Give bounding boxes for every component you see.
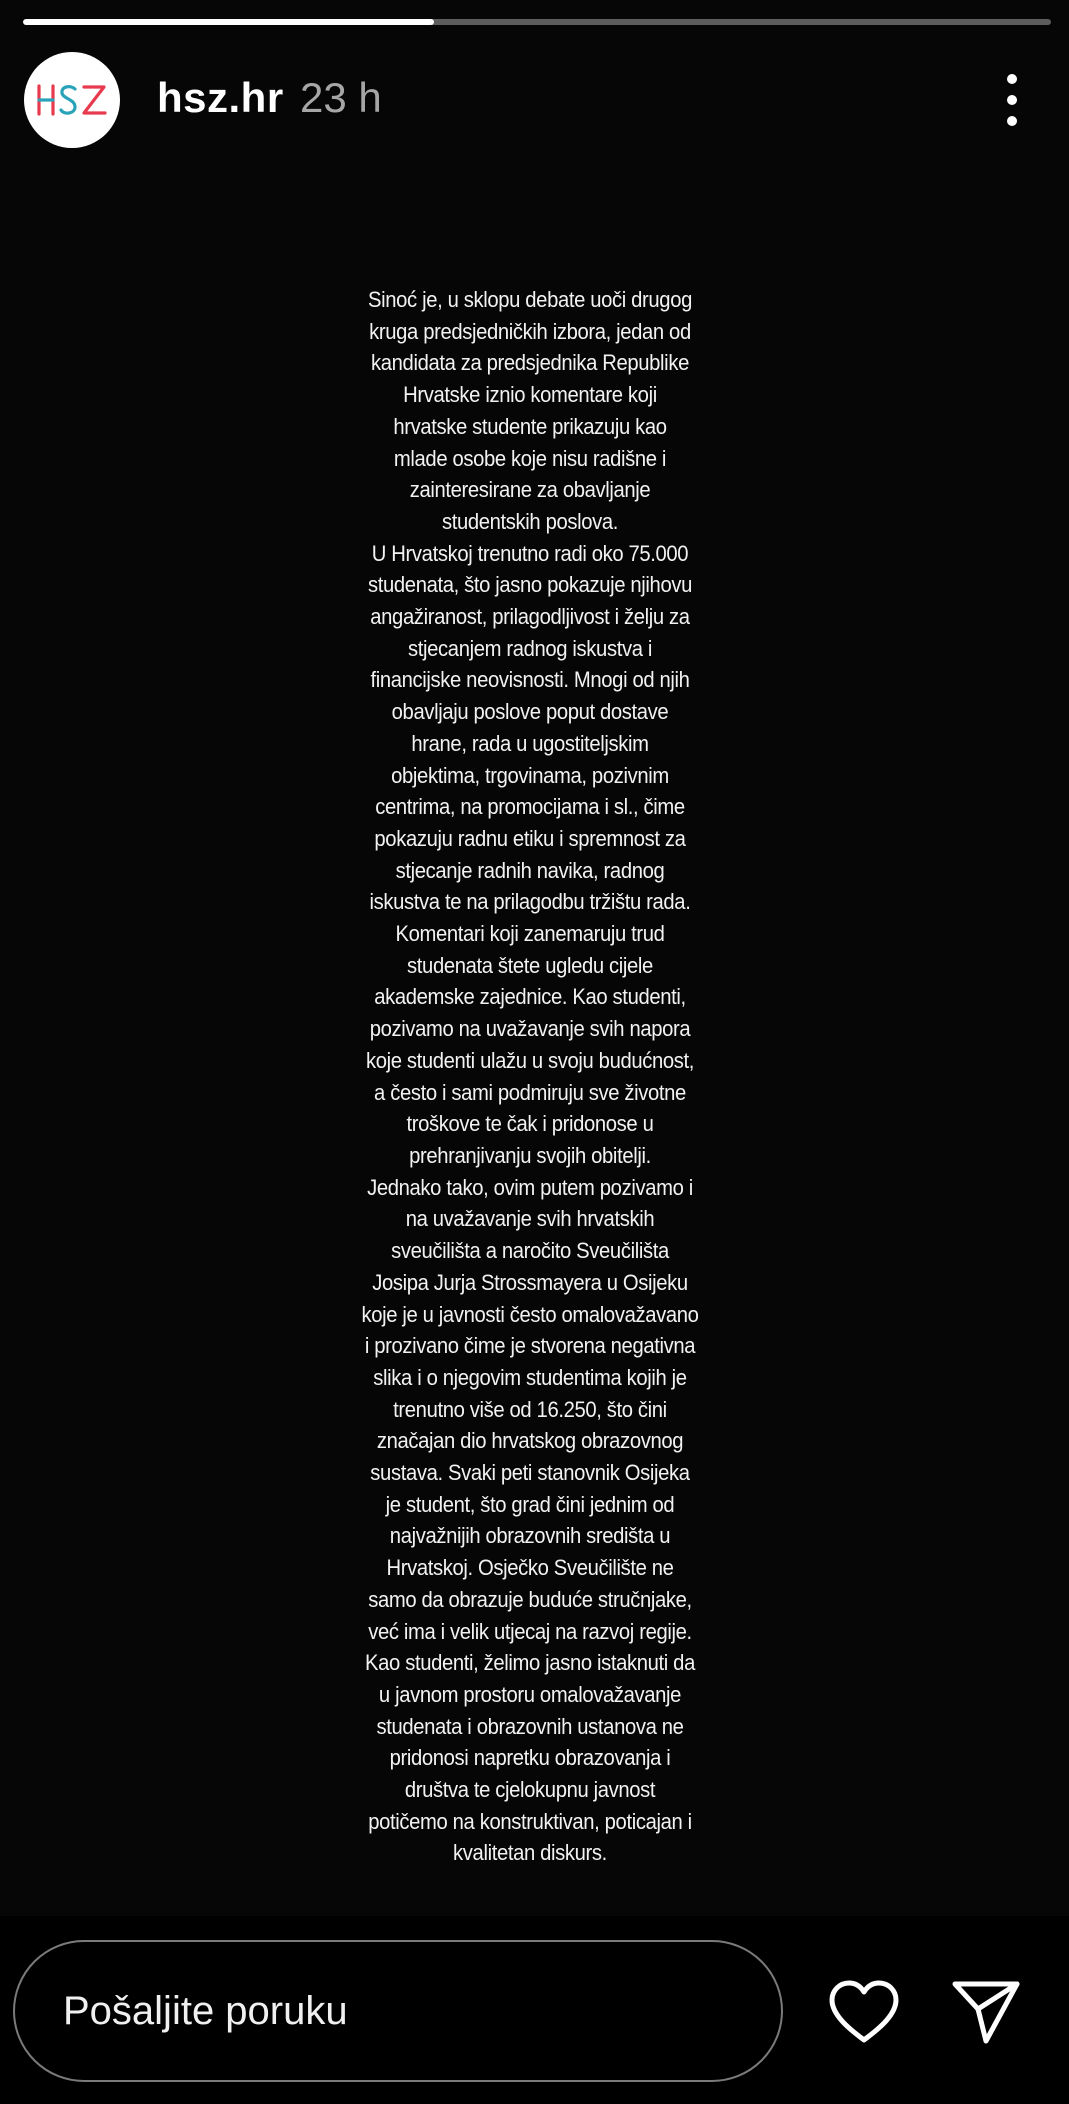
more-options-icon-dot (1007, 95, 1017, 105)
story-progress-bar (23, 19, 1051, 25)
more-options-icon-dot (1007, 116, 1017, 126)
paper-plane-icon (951, 1979, 1021, 2045)
more-options-button[interactable] (992, 68, 1032, 132)
message-input[interactable] (13, 1940, 783, 2082)
story-text: Sinoć je, u sklopu debate uoči drugog kruga predsjedničkih izbora, jedan od kandidata za predsjednika Republike Hrvatske iznio komentare koji hrvatske studente prikazuju kao mlade osobe koje nisu radišne i zainteresirane za obavljanje studentskih poslova. U Hrvatskoj trenutno radi oko 75.000 studenata, što jasno pokazuje njihovu angažiranost, prilagodljivost i želju za stjecanjem radnog iskustva i financijske neovisnosti. Mnogi od njih obavljaju poslove poput dostave hrane, rada u ugostiteljskim objektima, trgovinama, pozivnim centrima, na promocijama i sl., čime pokazuju radnu etiku i spremnost za stjecanje radnih navika, radnog iskustva te na prilagodbu tržištu rada. Komentari koji zanemaruju trud studenata štete ugledu cijele akademske zajednice. Kao studenti, pozivamo na uvažavanje svih napora koje studenti ulažu u svoju budućnost, a često i sami podmiruju sve životne troškove te čak i pridonose u prehranjivanju svojih obitelji. Jednako tako, ovim putem pozivamo i na uvažavanje svih hrvatskih sveučilišta a naročito Sveučilišta Josipa Jurja Strossmayera u Osijeku koje je u javnosti često omalovažavano i prozivano čime je stvorena negativna slika i o njegovim studentima kojih je trenutno više od 16.250, što čini značajan dio hrvatskog obrazovnog sustava. Svaki peti stanovnik Osijeka je student, što grad čini jednim od najvažnijih obrazovnih središta u Hrvatskoj. Osječko Sveučilište ne samo da obrazuje buduće stručnjake, već ima i velik utjecaj na razvoj regije. Kao studenti, želimo jasno istaknuti da u javnom prostoru omalovažavanje studenata i obrazovnih ustanova ne pridonosi napretku obrazovanja i društva te cjelokupnu javnost potičemo na konstruktivan, poticajan i kvalitetan diskurs. (361, 287, 699, 1866)
story-progress-fill (23, 19, 434, 25)
account-username[interactable]: hsz.hr (157, 74, 284, 121)
like-button[interactable] (824, 1972, 904, 2052)
more-options-icon (1007, 74, 1017, 84)
send-button[interactable] (946, 1972, 1026, 2052)
post-time: 23 h (300, 74, 382, 121)
heart-icon (828, 1980, 900, 2044)
story-header (24, 50, 1044, 150)
story-footer (0, 1916, 1069, 2104)
avatar[interactable] (24, 52, 120, 148)
hsz-logo (35, 80, 109, 120)
